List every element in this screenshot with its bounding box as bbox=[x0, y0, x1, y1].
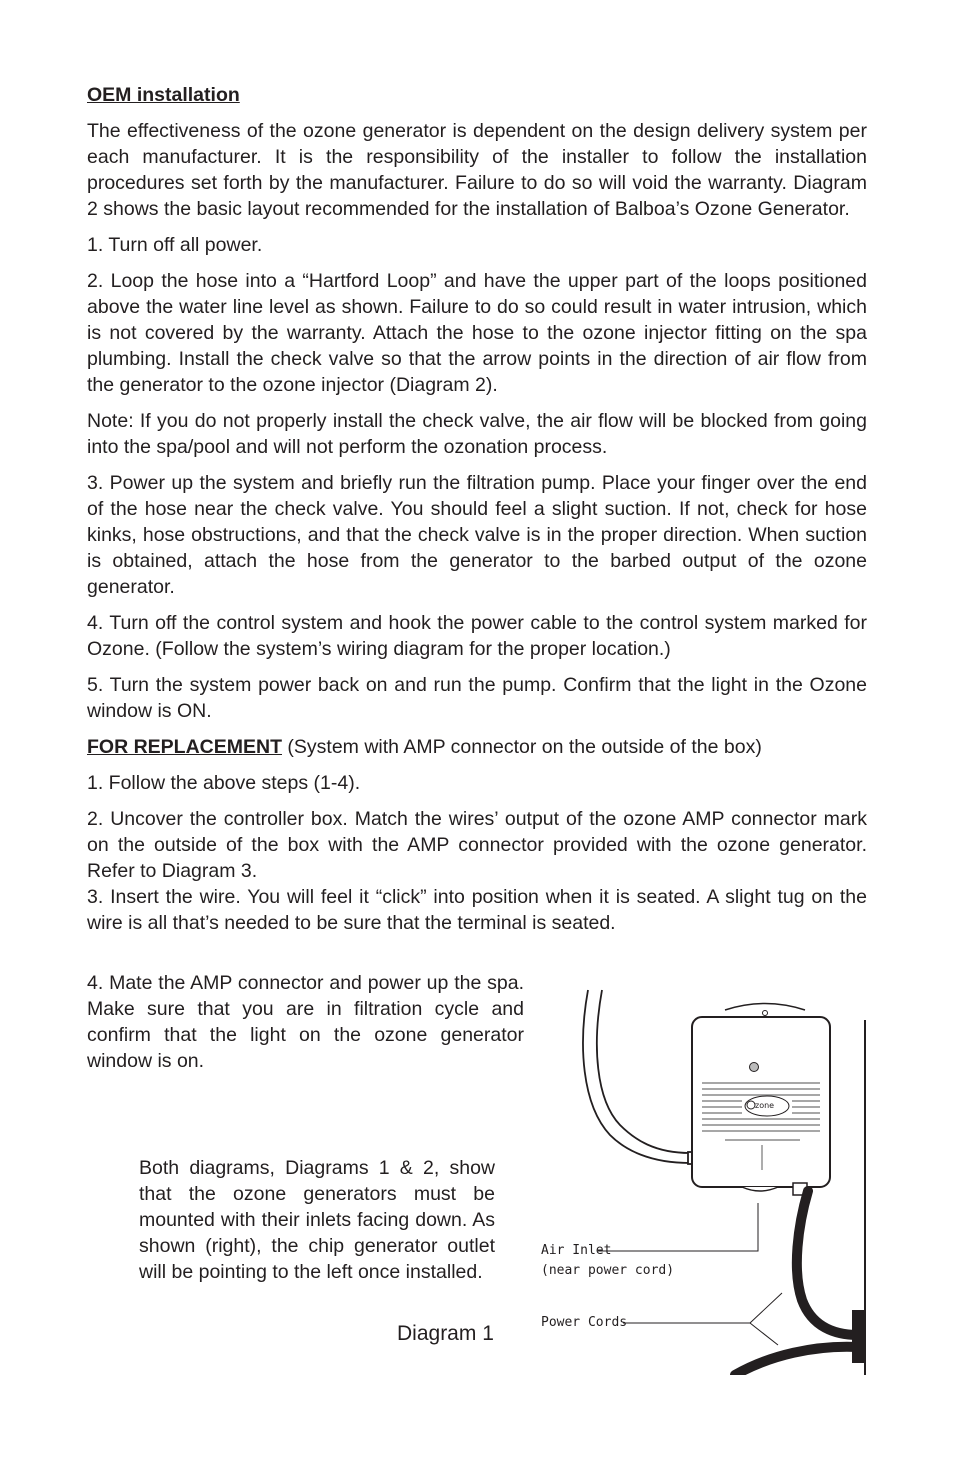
callout-air-inlet bbox=[541, 1241, 674, 1281]
diagram-caption-block bbox=[139, 1155, 495, 1285]
generator-housing bbox=[692, 1004, 830, 1196]
plug-lower bbox=[852, 1335, 865, 1363]
replacement-subtitle: (System with AMP connector on the outside of the box) bbox=[282, 736, 762, 758]
oem-step-1: 1. Turn off all power. bbox=[87, 234, 263, 256]
replacement-step-3: 3. Insert the wire. You will feel it “click” into position when it is seated. A slight tug on the wire is all that’s needed to be sure that the terminal is seated. bbox=[87, 886, 867, 934]
device-logo: zone bbox=[755, 1101, 775, 1110]
oem-step-5: 5. Turn the system power back on and run the pump. Confirm that the light in the Ozone window is ON. bbox=[87, 674, 867, 722]
oem-installation-section bbox=[87, 82, 867, 936]
diagram-caption: Both diagrams, Diagrams 1 & 2, show that the ozone generators must be mounted with their inlets facing down. As shown (right), the chip generator outlet will be pointing to the left once installed. bbox=[139, 1157, 495, 1283]
replacement-title: FOR REPLACEMENT bbox=[87, 736, 282, 758]
power-cords bbox=[735, 1191, 858, 1375]
replacement-step-2: 2. Uncover the controller box. Match the wires’ output of the ozone AMP connector mark on the outside of the box with the AMP connector provided with the ozone generator. Refer to Diagram 3. bbox=[87, 808, 867, 882]
section-heading: OEM installation bbox=[87, 84, 240, 106]
callout-power-cords: Power Cords bbox=[541, 1315, 628, 1330]
oem-step-4: 4. Turn off the control system and hook the power cable to the control system marked for Ozone. (Follow the system’s wiring diagram for the proper location.) bbox=[87, 612, 867, 660]
replacement-heading bbox=[87, 734, 867, 760]
oem-step-2: 2. Loop the hose into a “Hartford Loop” and have the upper part of the loops positioned above the water line level as shown. Failure to do so could result in water intrusion, which is not covered by the warranty. Attach the hose to the ozone injector fitting on the spa plumbing. Install the check valve so that the arrow points in the direction of air flow from the generator to the ozone injector (Diagram 2). bbox=[87, 270, 867, 396]
replacement-step-4: 4. Mate the AMP connector and power up the spa. Make sure that you are in filtration cycle and confirm that the light on the ozone generator window is on. bbox=[87, 972, 524, 1072]
oem-step-3: 3. Power up the system and briefly run the filtration pump. Place your finger over the end of the hose near the check valve. You should feel a slight suction. If not, check for hose kinks, hose obstructions, and that the check valve is in the proper direction. When suction is obtained, attach the hose from the generator to the barbed output of the ozone generator. bbox=[87, 472, 867, 598]
oem-note: Note: If you do not properly install the check valve, the air flow will be blocked from going into the spa/pool and will not perform the ozonation process. bbox=[87, 410, 867, 458]
callout-air-inlet-line2: (near power cord) bbox=[541, 1263, 675, 1278]
callout-air-inlet-line1: Air Inlet bbox=[541, 1243, 612, 1258]
intro-paragraph: The effectiveness of the ozone generator is dependent on the design delivery system per each manufacturer. It is the responsibility of the installer to follow the installation procedures set forth by the manufacturer. Failure to do so will void the warranty. Diagram 2 shows the basic layout recommended for the installation of Balboa’s Ozone Generator. bbox=[87, 120, 867, 220]
replacement-step-4-block bbox=[87, 970, 524, 1074]
diagram-label: Diagram 1 bbox=[397, 1322, 494, 1345]
replacement-step-1: 1. Follow the above steps (1-4). bbox=[87, 772, 361, 794]
air-hose bbox=[583, 990, 696, 1164]
